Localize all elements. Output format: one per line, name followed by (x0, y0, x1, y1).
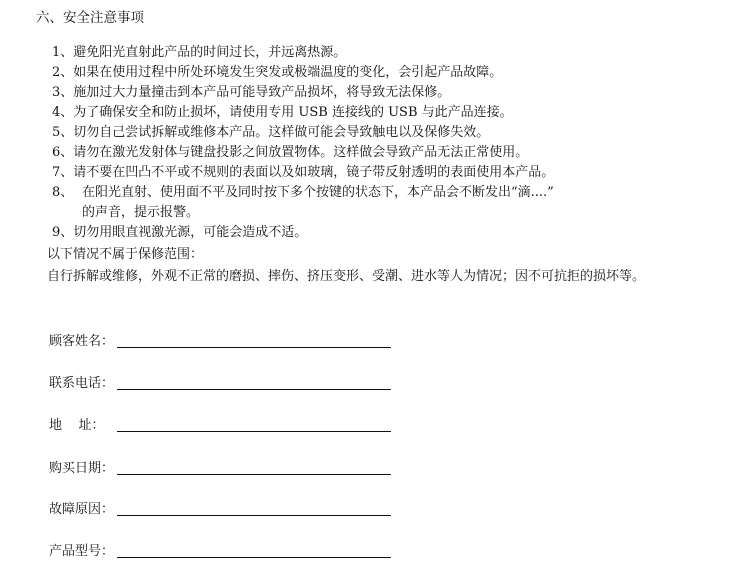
safety-list (52, 43, 554, 243)
item-number: 7、 (52, 165, 74, 180)
item-number: 3、 (52, 85, 74, 100)
item-text: 如果在使用过程中所处环境发生突发或极端温度的变化，会引起产品故障。 (73, 65, 503, 80)
section-heading: 六、安全注意事项 (36, 10, 144, 26)
warranty-body: 自行拆解或维修，外观不正常的磨损、摔伤、挤压变形、受潮、进水等人为情况；因不可抗拒的损坏等。 (47, 269, 646, 284)
item-text-continued: 的声音，提示报警。 (82, 205, 200, 220)
purchase-date-field-line[interactable] (117, 474, 391, 475)
item-text: 切勿用眼直视激光源，可能会造成不适。 (73, 225, 308, 240)
form-row-model (49, 540, 117, 559)
list-item (52, 83, 554, 103)
item-text: 请不要在凹凸不平或不规则的表面以及如玻璃，镜子带反射透明的表面使用本产品。 (73, 165, 555, 180)
item-number: 6、 (52, 145, 74, 160)
field-label: 购买日期： (49, 461, 115, 476)
list-item (52, 103, 554, 123)
field-label: 故障原因： (49, 502, 115, 517)
item-text: 避免阳光直射此产品的时间过长，并远离热源。 (73, 45, 347, 60)
item-text: 请勿在激光发射体与键盘投影之间放置物体。这样做会导致产品无法正常使用。 (73, 145, 529, 160)
item-number: 2、 (52, 65, 74, 80)
field-label: 顾客姓名： (49, 334, 115, 349)
form-row-phone (49, 372, 117, 391)
field-label: 产品型号： (49, 544, 115, 559)
list-item (52, 183, 554, 223)
phone-field-line[interactable] (117, 389, 391, 390)
form-row-address (49, 414, 117, 433)
list-item (52, 223, 554, 243)
item-text: 为了确保安全和防止损坏，请使用专用 USB 连接线的 USB 与此产品连接。 (73, 105, 513, 120)
list-item (52, 43, 554, 63)
form-row-purchase-date (49, 457, 117, 476)
item-number: 5、 (52, 125, 74, 140)
name-field-line[interactable] (117, 347, 391, 348)
item-text: 切勿自己尝试拆解或维修本产品。这样做可能会导致触电以及保修失效。 (73, 125, 490, 140)
list-item (52, 143, 554, 163)
list-item (52, 63, 554, 83)
form-row-name (49, 330, 117, 349)
warranty-note: 以下情况不属于保修范围： (47, 247, 204, 262)
model-field-line[interactable] (117, 557, 391, 558)
form-row-fault-reason (49, 498, 117, 517)
item-text: 施加过大力量撞击到本产品可能导致产品损坏，将导致无法保修。 (73, 85, 451, 100)
field-label: 地 址： (49, 418, 105, 433)
item-number: 1、 (52, 45, 74, 60)
fault-reason-field-line[interactable] (117, 515, 391, 516)
list-item (52, 123, 554, 143)
item-text: 在阳光直射、使用面不平及同时按下多个按键的状态下，本产品会不断发出“滴....” (82, 185, 554, 200)
list-item (52, 163, 554, 183)
item-number: 8、 (52, 185, 74, 200)
field-label: 联系电话： (49, 376, 115, 391)
item-number: 9、 (52, 225, 74, 240)
address-field-line[interactable] (117, 431, 391, 432)
item-number: 4、 (52, 105, 74, 120)
